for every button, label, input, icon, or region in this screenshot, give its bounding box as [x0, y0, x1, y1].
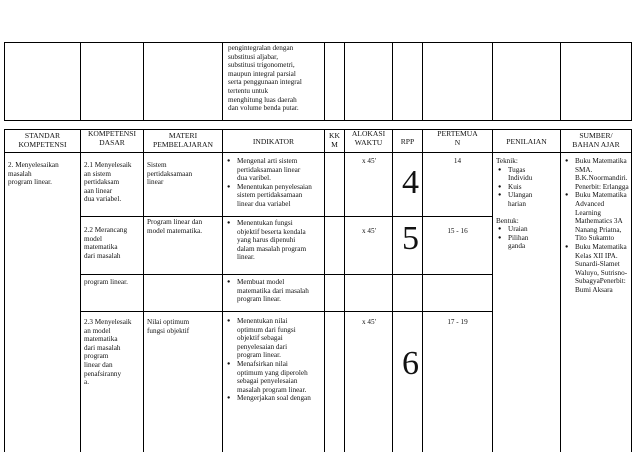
kompetensi-dasar-2-2-cont: program linear. — [84, 278, 128, 286]
col-line-2 — [143, 129, 144, 452]
indikator-list-row-3 — [225, 278, 323, 304]
col-line-7 — [422, 129, 423, 452]
sumber-list — [563, 157, 631, 295]
materi-row-2: Program linear dan model matematika. — [147, 218, 203, 235]
standar-kompetensi-text: 2. Menyelesaikan masalah program linear. — [8, 161, 59, 187]
indikator-item: ● Mengerjakan soal dengan — [225, 394, 323, 403]
sumber-item: ● Buku Matematika Advanced Learning Mathematics 3A Nanang Priatna, Tito Sukamto — [563, 191, 631, 243]
col-line-10 — [631, 129, 632, 452]
vrule-f — [344, 42, 345, 120]
vrule-b — [80, 42, 81, 120]
header-alokasi-waktu: ALOKASI WAKTU — [351, 129, 386, 147]
vrule-c — [143, 42, 144, 120]
sumber-item: ● Buku Matematika Kelas XII IPA. Sunardi-Slamet Waluyo, Sutrisno- SubagyaPenerbit: Bumi Aksara — [563, 243, 631, 295]
penilaian-block — [496, 157, 560, 251]
rpp-number-5: 5 — [402, 220, 419, 257]
col-line-3 — [222, 129, 223, 452]
header-kompetensi-dasar: KOMPETENSI DASAR — [87, 129, 137, 147]
col-line-9 — [560, 129, 561, 452]
sumber-item: ● Buku Matematika SMA. B.K.Noormandiri. Penerbit: Erlangga — [563, 157, 631, 191]
rule-header-bottom — [4, 152, 632, 153]
kompetensi-dasar-2-3: 2.3 Menyelesaik an model matematika dari masalah program linear dan penafsiranny a. — [84, 318, 132, 387]
rule-row1-bottom — [80, 216, 492, 217]
col-line-4 — [324, 129, 325, 452]
rpp-number-4: 4 — [402, 164, 419, 201]
kompetensi-dasar-2-1: 2.1 Menyelesaik an sistem pertidaksam aan linear dua variabel. — [84, 161, 132, 204]
alokasi-row-1: x 45' — [362, 157, 376, 165]
rule-row2-bottom — [80, 274, 492, 275]
header-kkm: KK M — [329, 131, 340, 149]
pertemuan-row-1: 14 — [453, 157, 462, 165]
header-pertemuan: PERTEMUA N — [437, 129, 478, 147]
alokasi-row-2: x 45' — [362, 227, 376, 235]
indikator-item: ● Menentukan penyelesaian sistem pertidaksamaan linear dua variabel — [225, 183, 323, 209]
col-line-0 — [4, 129, 5, 452]
alokasi-row-4: x 45' — [362, 318, 376, 326]
vrule-d — [222, 42, 223, 120]
teknik-item: ● Kuis — [496, 183, 560, 192]
pertemuan-row-4: 17 - 19 — [447, 318, 468, 326]
col-line-8 — [492, 129, 493, 452]
vrule-a — [4, 42, 5, 120]
indikator-item: ● Menentukan fungsi objektif beserta kendala yang harus dipenuhi dalam masalah program linear. — [225, 219, 323, 262]
indikator-list-row-1 — [225, 157, 323, 209]
materi-row-4: Nilai optimum fungsi objektif — [147, 318, 190, 335]
vrule-g — [392, 42, 393, 120]
col-line-6 — [392, 129, 393, 452]
vrule-j — [560, 42, 561, 120]
vrule-i — [492, 42, 493, 120]
kompetensi-dasar-2-2: 2.2 Merancang model matematika dari masalah — [84, 226, 128, 260]
indikator-list-row-2 — [225, 219, 323, 262]
bentuk-list — [496, 225, 560, 251]
rule-top-row-bottom — [4, 120, 632, 121]
vrule-k — [631, 42, 632, 120]
header-materi: MATERI PEMBELAJARAN — [153, 131, 213, 149]
bentuk-item: ● Pilihan ganda — [496, 234, 560, 251]
teknik-list — [496, 166, 560, 209]
indikator-item: ● Menafsirkan nilai optimum yang diperoleh sebagai penyelesaian masalah program linear. — [225, 360, 323, 394]
header-standar-kompetensi: STANDAR KOMPETENSI — [18, 131, 67, 149]
indikator-item: ● Membuat model matematika dari masalah program linear. — [225, 278, 323, 304]
vrule-h — [422, 42, 423, 120]
indikator-list-row-4 — [225, 317, 323, 403]
rpp-number-6: 6 — [402, 345, 419, 382]
header-penilaian: PENILAIAN — [506, 137, 547, 146]
rule-top — [4, 42, 632, 43]
teknik-item: ● Tugas Individu — [496, 166, 560, 183]
teknik-item: ● Ulangan harian — [496, 191, 560, 208]
header-rpp: RPP — [400, 137, 415, 146]
teknik-label: Teknik: — [496, 157, 518, 165]
pertemuan-row-2: 15 - 16 — [447, 227, 468, 235]
materi-row-1: Sistem pertidaksamaan linear — [147, 161, 193, 187]
col-line-5 — [344, 129, 345, 452]
bentuk-label: Bentuk: — [496, 216, 519, 225]
vrule-e — [324, 42, 325, 120]
indikator-item: ● Mengenal arti sistem pertidaksamaan linear dua varibel. — [225, 157, 323, 183]
rule-row3-bottom — [80, 311, 492, 312]
indikator-item: ● Menentukan nilai optimum dari fungsi objektif sebagai penyelesaian dari program linear. — [225, 317, 323, 360]
bentuk-item: ● Uraian — [496, 225, 560, 234]
materi-continuation-text: pengintegralan dengan substitusi aljabar, substitusi trigonometri, maupun integral parsial serta penggunaan integral tertentu untuk menghitung luas daerah dan volume benda putar. — [228, 44, 302, 113]
header-indikator: INDIKATOR — [252, 137, 295, 146]
col-line-1 — [80, 129, 81, 452]
header-sumber: SUMBER/ BAHAN AJAR — [572, 131, 620, 149]
